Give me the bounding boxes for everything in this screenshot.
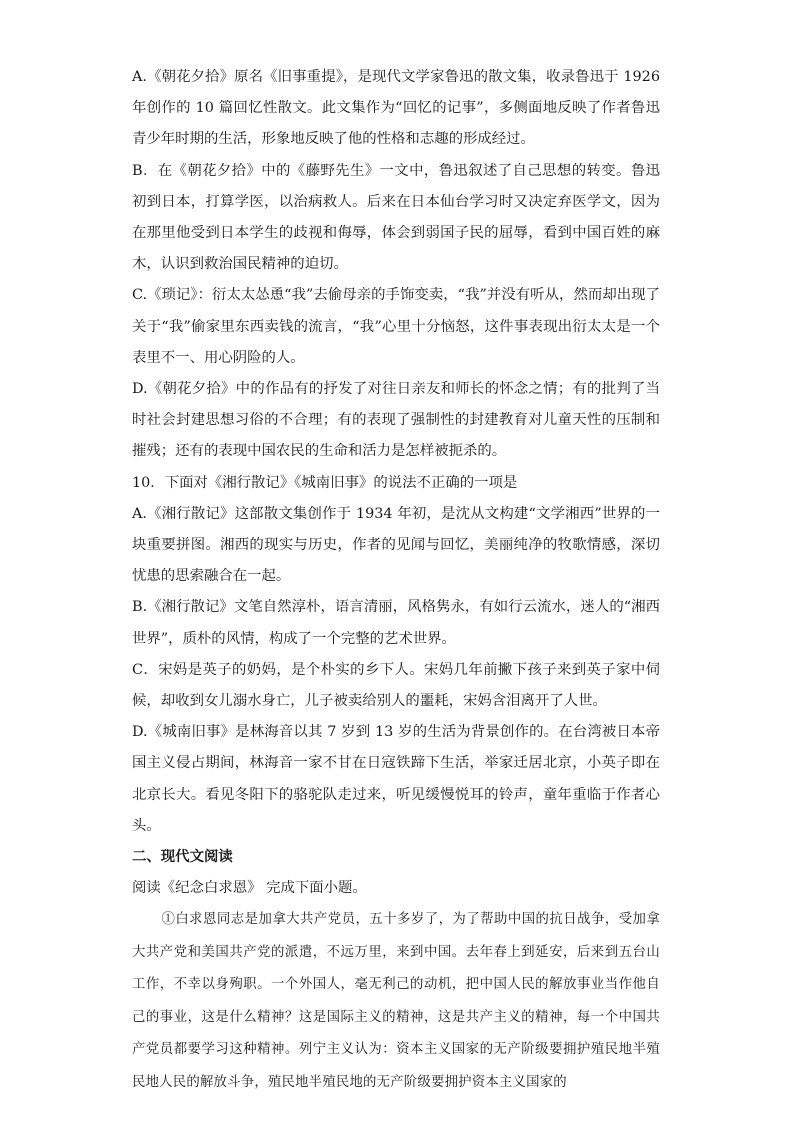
reading-instruction: 阅读《纪念白求恩》 完成下面小题。: [132, 880, 367, 897]
page-content: [132, 62, 660, 1099]
q10-option-c: C．宋妈是英子的奶妈，是个朴实的乡下人。宋妈几年前撇下孩子来到英子家中伺候，却收到女儿溺水身亡，儿子被卖给别人的噩耗，宋妈含泪离开了人世。: [132, 661, 660, 710]
q10-option-a: A.《湘行散记》这部散文集创作于 1934 年初，是沈从文构建“文学湘西”世界的一块重要拼图。湘西的现实与历史，作者的见闻与回忆，美丽纯净的牧歌情感，深切忧患的思索融合在一起。: [132, 505, 660, 585]
q10-option-b: B.《湘行散记》文笔自然淳朴，语言清丽，风格隽永，有如行云流水，迷人的“湘西世界”，质朴的风情，构成了一个完整的艺术世界。: [132, 599, 660, 647]
q10-option-d: D.《城南旧事》是林海音以其 7 岁到 13 岁的生活为背景创作的。在台湾被日本帝国主义侵占期间，林海音一家不甘在日寇铁蹄下生活，举家迁居北京，小英子即在北京长大。看见冬阳下的骆驼队走过来，听见缓慢悦耳的铃声，童年重临于作者心头。: [132, 724, 660, 834]
q9-option-b: B．在《朝花夕拾》中的《藤野先生》一文中，鲁迅叙述了自己思想的转变。鲁迅初到日本，打算学医，以治病救人。后来在日本仙台学习时又决定弃医学文，因为在那里他受到日本学生的歧视和侮辱，体会到弱国子民的屈辱，看到中国百姓的麻木，认识到救治国民精神的迫切。: [132, 162, 660, 273]
q10-question: 10．下面对《湘行散记》《城南旧事》的说法不正确的一项是: [132, 474, 518, 491]
q9-option-c: C.《琐记》：衍太太怂恿“我”去偷母亲的手饰变卖，“我”并没有听从，然而却出现了关于“我”偷家里东西卖钱的流言，“我”心里十分恼怒，这件事表现出衍太太是一个表里不一、用心阴险的人。: [132, 287, 660, 366]
reading-passage: ①白求恩同志是加拿大共产党员，五十多岁了，为了帮助中国的抗日战争，受加拿大共产党和美国共产党的派遣，不远万里，来到中国。去年春上到延安，后来到五台山工作，不幸以身殉职。一个外国人，毫无利己的动机，把中国人民的解放事业当作他自己的事业，这是什么精神？这是国际主义的精神，这是共产主义的精神，每一个中国共产党员都要学习这种精神。列宁主义认为：资本主义国家的无产阶级要拥护殖民地半殖民地人民的解放斗争，殖民地半殖民地的无产阶级要拥护资本主义国家的: [132, 912, 660, 1090]
section-heading: 二、现代文阅读: [132, 849, 233, 866]
q9-option-d: D.《朝花夕拾》中的作品有的抒发了对往日亲友和师长的怀念之情；有的批判了当时社会封建思想习俗的不合理；有的表现了强制性的封建教育对儿童天性的压制和摧残；还有的表现中国农民的生命和活力是怎样被扼杀的。: [132, 381, 660, 460]
q9-option-a: A.《朝花夕拾》原名《旧事重提》，是现代文学家鲁迅的散文集，收录鲁迅于 1926 年创作的 10 篇回忆性散文。此文集作为“回忆的记事”，多侧面地反映了作者鲁迅青少年时期的生活，形象地反映了他的性格和志趣的形成经过。: [132, 69, 660, 148]
